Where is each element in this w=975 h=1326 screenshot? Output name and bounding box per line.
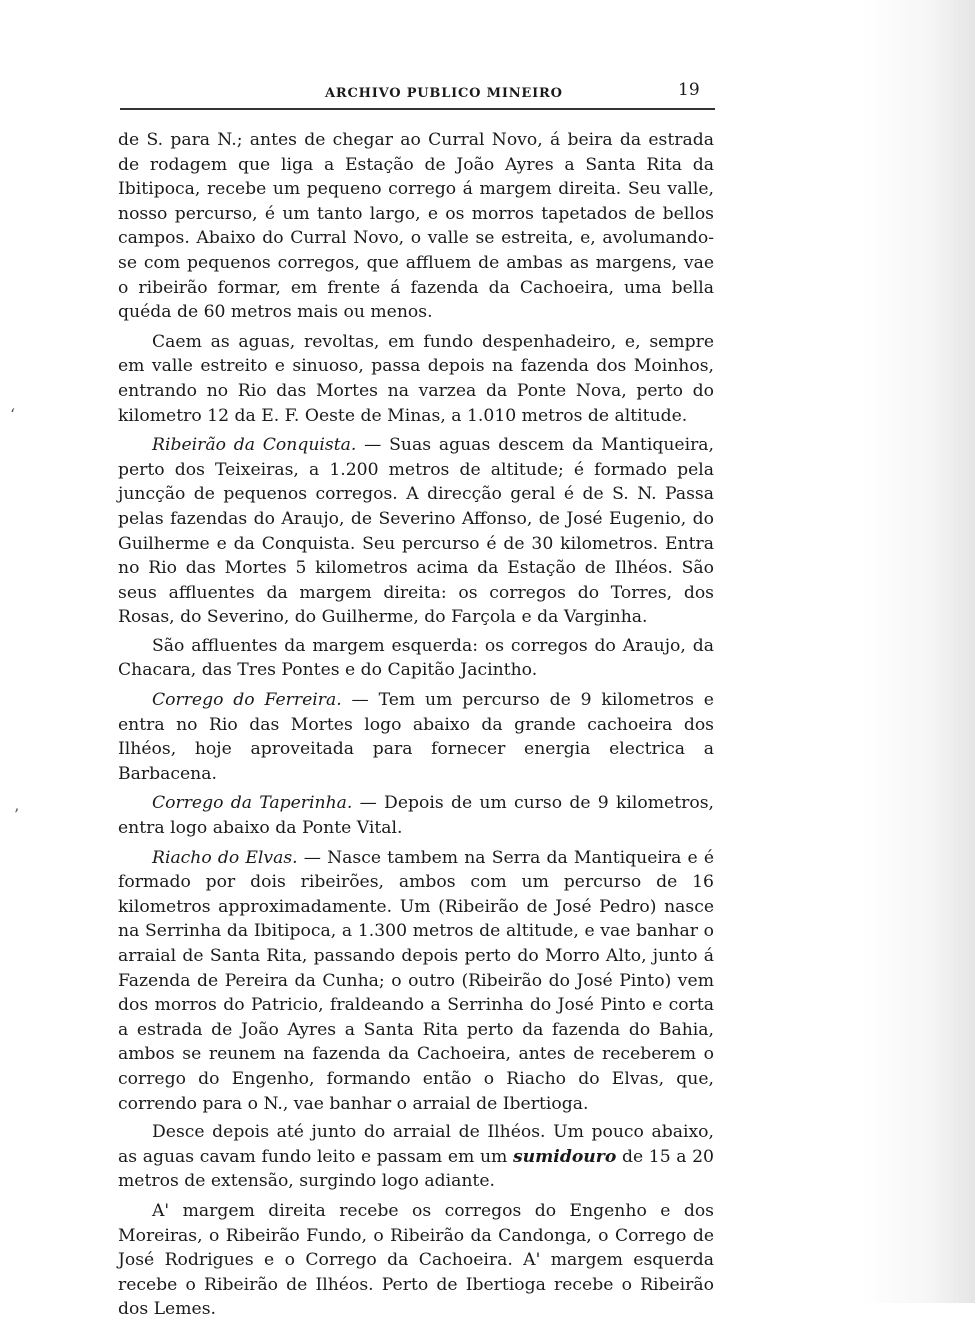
paragraph: Caem as aguas, revoltas, em fundo despenhadeiro, e, sempre em valle estreito e sinuoso, passa depois na fazenda dos Moinhos, entrando no Rio das Mortes na varzea da Ponte Nova, perto do kilometro 12 da E. F. Oeste de Minas, a 1.010 metros de altitude. xyxy=(118,331,714,426)
paragraph: Ribeirão da Conquista. — Suas aguas descem da Mantiqueira, perto dos Teixeiras, a 1.200 metros de altitude; é formado pela juncção de pequenos corregos. A direcção geral é de S. N. Passa pelas fazendas do Araujo, de Severino Affonso, de José Eugenio, do Guilherme e da Conquista. Seu percurso é de 30 kilometros. Entra no Rio das Mortes 5 kilometros acima da Estação de Ilhéos. São seus affluentes da margem direita: os corregos do Torres, dos Rosas, do Severino, do Guilherme, do Farçola e da Varginha. xyxy=(118,435,715,628)
paragraph: A' margem direita recebe os corregos do Engenho e dos Moreiras, o Ribeirão Fundo, o Ribeirão da Candonga, o Corrego de José Rodrigues e o Corrego da Cachoeira. A' margem esquerda recebe o Ribeirão de Ilhéos. Perto de Ibertioga recebe o Ribeirão dos Lemes. xyxy=(118,1200,714,1320)
margin-mark: ‘ xyxy=(10,405,16,424)
header-rule xyxy=(120,108,715,110)
paragraph: Riacho do Elvas. — Nasce tambem na Serra da Mantiqueira e é formado por dois ribeirões, ambos com um percurso de 16 kilometros approximadamente. Um (Ribeirão de José Pedro) nasce na Serrinha da Ibitipoca, a 1.300 metros de altitude, e vae banhar o arraial de Santa Rita, passando depois perto do Morro Alto, junto á Fazenda de Pereira da Cunha; o outro (Ribeirão do José Pinto) vem dos morros do Patricio, fraldeando a Serrinha do José Pinto e corta a estrada de João Ayres a Santa Rita perto da fazenda do Bahia, ambos se reunem na fazenda da Cachoeira, antes de receberem o corrego do Engenho, formando então o Riacho do Elvas, que, correndo para o N., vae banhar o arraial de Ibertioga. xyxy=(118,847,714,1114)
running-title: ARCHIVO PUBLICO MINEIRO xyxy=(325,86,563,101)
section-heading: Corrego do Ferreira. xyxy=(152,690,342,711)
margin-mark: ’ xyxy=(14,805,20,824)
paragraph: Desce depois até junto do arraial de Ilhéos. Um pouco abaixo, as aguas cavam fundo leito e passam em um sumidouro de 15 a 20 metros de extensão, surgindo logo adiante. xyxy=(118,1122,714,1192)
paragraph: Corrego da Taperinha. — Depois de um curso de 9 kilometros, entra logo abaixo da Ponte Vital. xyxy=(118,793,714,839)
section-heading: Ribeirão da Conquista. xyxy=(152,435,357,456)
paragraph: de S. para N.; antes de chegar ao Curral Novo, á beira da estrada de rodagem que liga a Estação de João Ayres a Santa Rita da Ibitipoca, recebe um pequeno corrego á margem direita. Seu valle, nosso percurso, é um tanto largo, e os morros tapetados de bellos campos. Abaixo do Curral Novo, o valle se estreita, e, avolumando-se com pequenos corregos, que affluem de ambas as margens, vae o ribeirão formar, em frente á fazenda da Cachoeira, uma bella quéda de 60 metros mais ou menos. xyxy=(118,130,714,323)
section-heading: Corrego da Taperinha. xyxy=(152,793,353,814)
paragraph: Corrego do Ferreira. — Tem um percurso de 9 kilometros e entra no Rio das Mortes logo abaixo da grande cachoeira dos Ilhéos, hoje aproveitada para fornecer energia electrica a Barbacena. xyxy=(118,690,714,784)
page-edge-shadow xyxy=(860,0,975,1303)
paragraph: São affluentes da margem esquerda: os corregos do Araujo, da Chacara, das Tres Pontes e do Capitão Jacintho. xyxy=(118,635,714,681)
emphasis-term: sumidouro xyxy=(512,1146,617,1167)
page-number: 19 xyxy=(678,80,700,100)
body-text xyxy=(118,128,714,1326)
section-heading: Riacho do Elvas. xyxy=(152,847,298,868)
page-header xyxy=(120,78,720,112)
